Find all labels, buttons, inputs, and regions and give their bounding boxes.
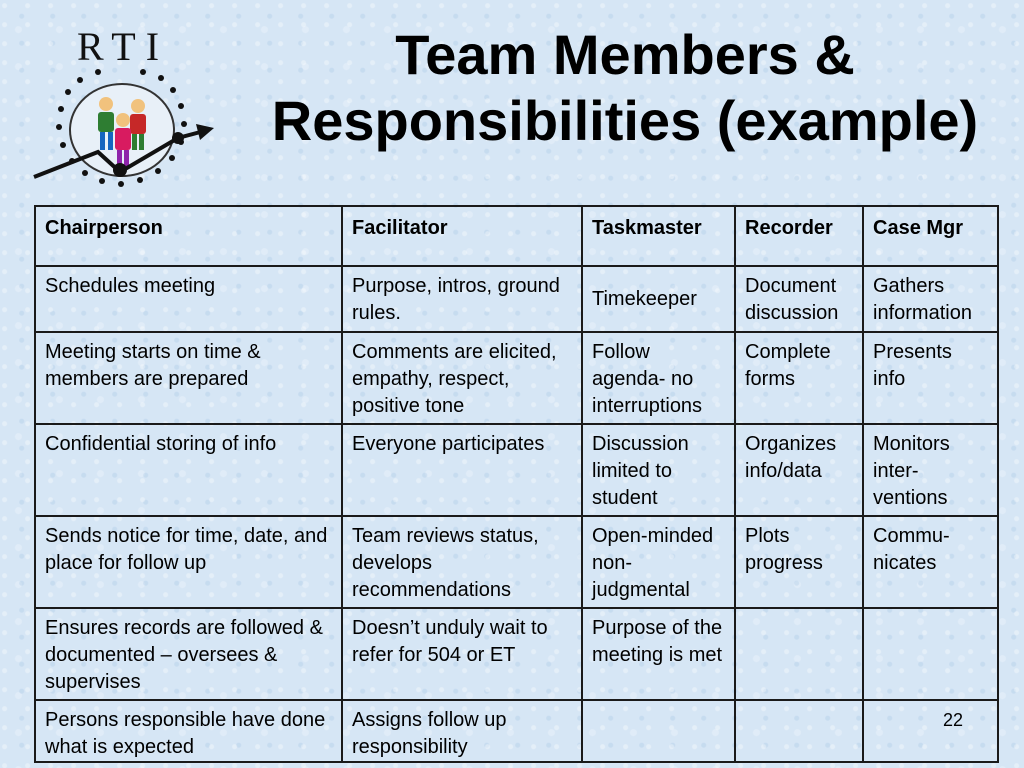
table-cell: Ensures records are followed & documented – oversees & supervises — [35, 608, 342, 700]
table-cell: Everyone participates — [342, 424, 582, 516]
slide-title-line-1: Team Members & — [395, 23, 855, 86]
table-cell: Commu-nicates — [863, 516, 998, 608]
responsibilities-table — [34, 205, 999, 763]
table-cell: Schedules meeting — [35, 266, 342, 332]
table-cell: Comments are elicited, empathy, respect, positive tone — [342, 332, 582, 424]
table-cell: Sends notice for time, date, and place for follow up — [35, 516, 342, 608]
page-number: 22 — [863, 700, 998, 762]
table-header-row — [35, 206, 998, 266]
table-cell: Follow agenda- no interruptions — [582, 332, 735, 424]
table-cell: Complete forms — [735, 332, 863, 424]
table-cell: Assigns follow up responsibility — [342, 700, 582, 762]
table-cell: Document discussion — [735, 266, 863, 332]
rti-logo — [28, 12, 218, 197]
header-case-mgr: Case Mgr — [863, 206, 998, 266]
table-row — [35, 266, 998, 332]
header-recorder: Recorder — [735, 206, 863, 266]
header-facilitator: Facilitator — [342, 206, 582, 266]
table-row — [35, 424, 998, 516]
table-cell — [735, 608, 863, 700]
table-cell: Persons responsible have done what is expected — [35, 700, 342, 762]
table-cell: Gathers information — [863, 266, 998, 332]
header-chairperson: Chairperson — [35, 206, 342, 266]
table-cell — [735, 700, 863, 762]
table-cell: Presents info — [863, 332, 998, 424]
table-cell: Doesn’t unduly wait to refer for 504 or ET — [342, 608, 582, 700]
table-cell: Confidential storing of info — [35, 424, 342, 516]
table-cell: Purpose, intros, ground rules. — [342, 266, 582, 332]
table-cell — [582, 700, 735, 762]
slide-title — [240, 22, 1010, 154]
table-cell: Team reviews status, develops recommendations — [342, 516, 582, 608]
table-cell: Meeting starts on time & members are prepared — [35, 332, 342, 424]
rti-logo-graphic — [28, 12, 218, 197]
table-row — [35, 700, 998, 762]
table-cell: Timekeeper — [582, 266, 735, 332]
table-cell: Purpose of the meeting is met — [582, 608, 735, 700]
slide-title-line-2: Responsibilities (example) — [271, 89, 979, 152]
table-row — [35, 332, 998, 424]
table-cell: Plots progress — [735, 516, 863, 608]
table-cell: Open-minded non-judgmental — [582, 516, 735, 608]
header-taskmaster: Taskmaster — [582, 206, 735, 266]
table-cell: Discussion limited to student — [582, 424, 735, 516]
table-cell: Monitors inter-ventions — [863, 424, 998, 516]
table-row — [35, 608, 998, 700]
table-cell — [863, 608, 998, 700]
rti-logo-text: RTI — [76, 24, 170, 69]
table-row — [35, 516, 998, 608]
table-cell: Organizes info/data — [735, 424, 863, 516]
